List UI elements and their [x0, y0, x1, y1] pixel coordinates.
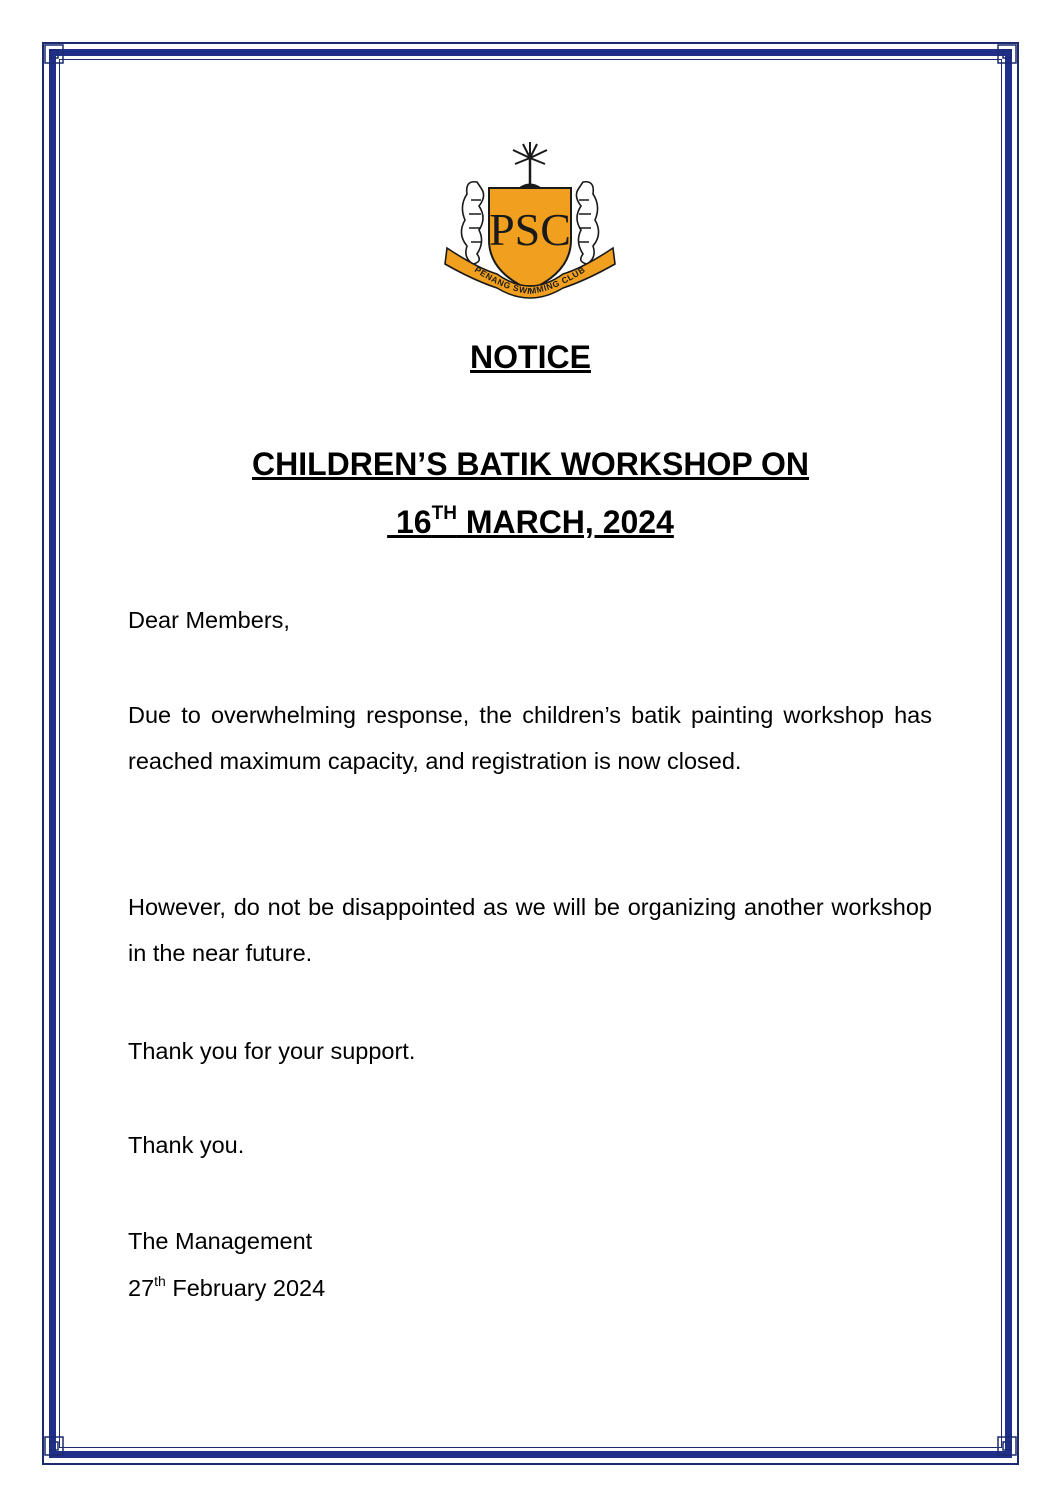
corner-ornament-icon [996, 1435, 1018, 1457]
corner-ornament-icon [43, 1435, 65, 1457]
crest-monogram: PSC [489, 204, 571, 255]
notice-date [128, 1265, 932, 1311]
notice-date-suffix: th [154, 1273, 166, 1289]
palm-tree-icon [513, 142, 547, 188]
signatory: The Management [128, 1228, 313, 1254]
seahorse-left-icon [461, 182, 483, 264]
notice-date-day: 27 [128, 1275, 155, 1301]
date-day: 16 [396, 504, 432, 540]
seahorse-right-icon [576, 182, 598, 264]
corner-ornament-icon [996, 43, 1018, 65]
notice-title-date [0, 503, 1061, 541]
paragraph-capacity: Due to overwhelming response, the children’s batik painting workshop has reached maximum capacity, and registration is now closed. [128, 702, 932, 774]
date-suffix: TH [431, 503, 457, 524]
club-name-banner-text: PENANG SWIMMING CLUB [472, 264, 588, 297]
closing: Thank you. [128, 1132, 245, 1158]
corner-ornament-icon [43, 43, 65, 65]
notice-title: CHILDREN’S BATIK WORKSHOP ON [251, 446, 810, 482]
club-logo [437, 140, 623, 300]
notice-heading: NOTICE [470, 339, 591, 375]
date-rest: MARCH, 2024 [456, 504, 674, 540]
paragraph-future-workshop: However, do not be disappointed as we will be organizing another workshop in the near future. [128, 894, 932, 966]
salutation: Dear Members, [128, 607, 290, 633]
paragraph-thanks-support: Thank you for your support. [128, 1038, 416, 1064]
notice-date-rest: February 2024 [165, 1275, 326, 1301]
